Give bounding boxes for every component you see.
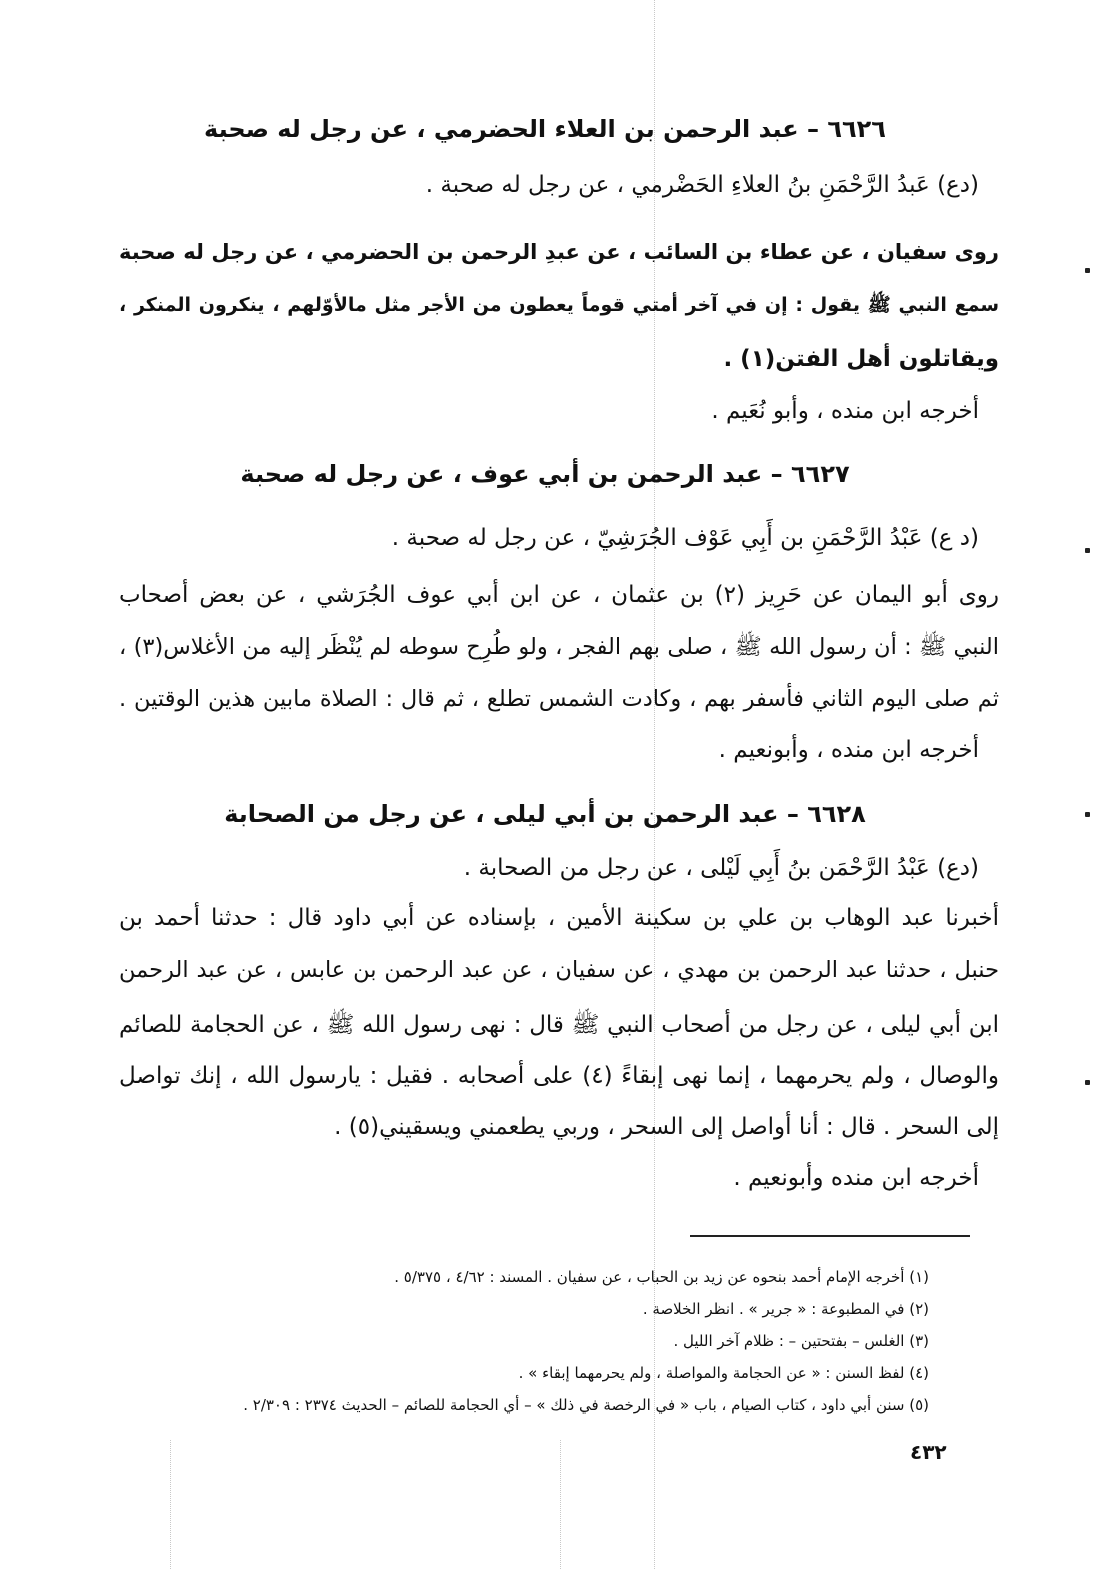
margin-mark — [1085, 812, 1090, 817]
entry-heading: ٦٦٢٨ – عبد الرحمن بن أبي ليلى ، عن رجل من الصحابة — [224, 800, 866, 828]
entry-line: والوصال ، ولم يحرمهما ، إنما نهى إبقاءً (٤) على أصحابه . فقيل : يارسول الله ، إنك تواصل — [119, 1063, 999, 1089]
entry-heading: ٦٦٢٧ – عبد الرحمن بن أبي عوف ، عن رجل له صحبة — [240, 460, 850, 488]
scan-guide-line — [170, 1440, 171, 1569]
entry-line: أخبرنا عبد الوهاب بن علي بن سكينة الأمين ، بإسناده عن أبي داود قال : حدثنا أحمد بن — [119, 905, 999, 931]
page-number: ٤٣٢ — [910, 1440, 947, 1464]
entry-line: ويقاتلون أهل الفتن(١) . — [723, 346, 999, 372]
entry-line: النبي ﷺ : أن رسول الله ﷺ ، صلى بهم الفجر ، ولو طُرِح سوطه لم يُنْظَر إليه من الأغلاس(٣) ، — [119, 634, 999, 660]
entry-line: (د ع) عَبْدُ الرَّحْمَنِ بن أَبِي عَوْف الجُرَشِيّ ، عن رجل له صحبة . — [391, 525, 979, 551]
entry-line: روى أبو اليمان عن حَرِيز (٢) بن عثمان ، عن ابن أبي عوف الجُرَشي ، عن بعض أصحاب — [119, 582, 999, 608]
entry-line: أخرجه ابن منده ، وأبونعيم . — [718, 737, 979, 763]
entry-line: روى سفيان ، عن عطاء بن السائب ، عن عبدِ الرحمن بن الحضرمي ، عن رجل له صحبة — [119, 240, 999, 264]
entry-line: ثم صلى اليوم الثاني فأسفر بهم ، وكادت الشمس تطلع ، ثم قال : الصلاة مابين هذين الوقتين . — [119, 686, 999, 712]
footnote: (٢) في المطبوعة : « جرير » . انظر الخلاصة . — [642, 1300, 929, 1318]
footnote: (٣) الغلس – بفتحتين – : ظلام آخر الليل . — [673, 1332, 929, 1350]
entry-line: (دع) عَبدُ الرَّحْمَنِ بنُ العلاءِ الحَضْرمي ، عن رجل له صحبة . — [425, 172, 979, 198]
footnote-separator — [690, 1235, 970, 1237]
entry-line: إلى السحر . قال : أنا أواصل إلى السحر ، وربي يطعمني ويسقيني(٥) . — [334, 1114, 999, 1140]
entry-line: ابن أبي ليلى ، عن رجل من أصحاب النبي ﷺ قال : نهى رسول الله ﷺ ، عن الحجامة للصائم — [119, 1012, 999, 1038]
footnote: (١) أخرجه الإمام أحمد بنحوه عن زيد بن الحباب ، عن سفيان . المسند : ٤/٦٢ ، ٥/٣٧٥ . — [394, 1268, 929, 1286]
scan-guide-line — [560, 1440, 561, 1569]
margin-mark — [1085, 548, 1090, 553]
entry-line: سمع النبي ﷺ يقول : إن في آخر أمتي قوماً يعطون من الأجر مثل مالأوّلهم ، ينكرون المنكر ، — [119, 294, 999, 316]
entry-line: أخرجه ابن منده ، وأبو نُعَيم . — [711, 398, 979, 424]
margin-mark — [1085, 1080, 1090, 1085]
entry-line: حنبل ، حدثنا عبد الرحمن بن مهدي ، عن سفيان ، عن عبد الرحمن بن عابس ، عن عبد الرحمن — [119, 957, 999, 983]
footnote: (٤) لفظ السنن : « عن الحجامة والمواصلة ، ولم يحرمهما إبقاء » . — [518, 1364, 929, 1382]
entry-line: أخرجه ابن منده وأبونعيم . — [733, 1165, 979, 1191]
margin-mark — [1085, 268, 1090, 273]
footnote: (٥) سنن أبي داود ، كتاب الصيام ، باب « في الرخصة في ذلك » – أي الحجامة للصائم – الحديث ٢٣٧٤ : ٢/٣٠٩ . — [243, 1396, 929, 1414]
entry-line: (دع) عَبْدُ الرَّحْمَن بنُ أَبِي لَيْلى ، عن رجل من الصحابة . — [463, 855, 979, 881]
entry-heading: ٦٦٢٦ – عبد الرحمن بن العلاء الحضرمي ، عن رجل له صحبة — [204, 115, 886, 143]
